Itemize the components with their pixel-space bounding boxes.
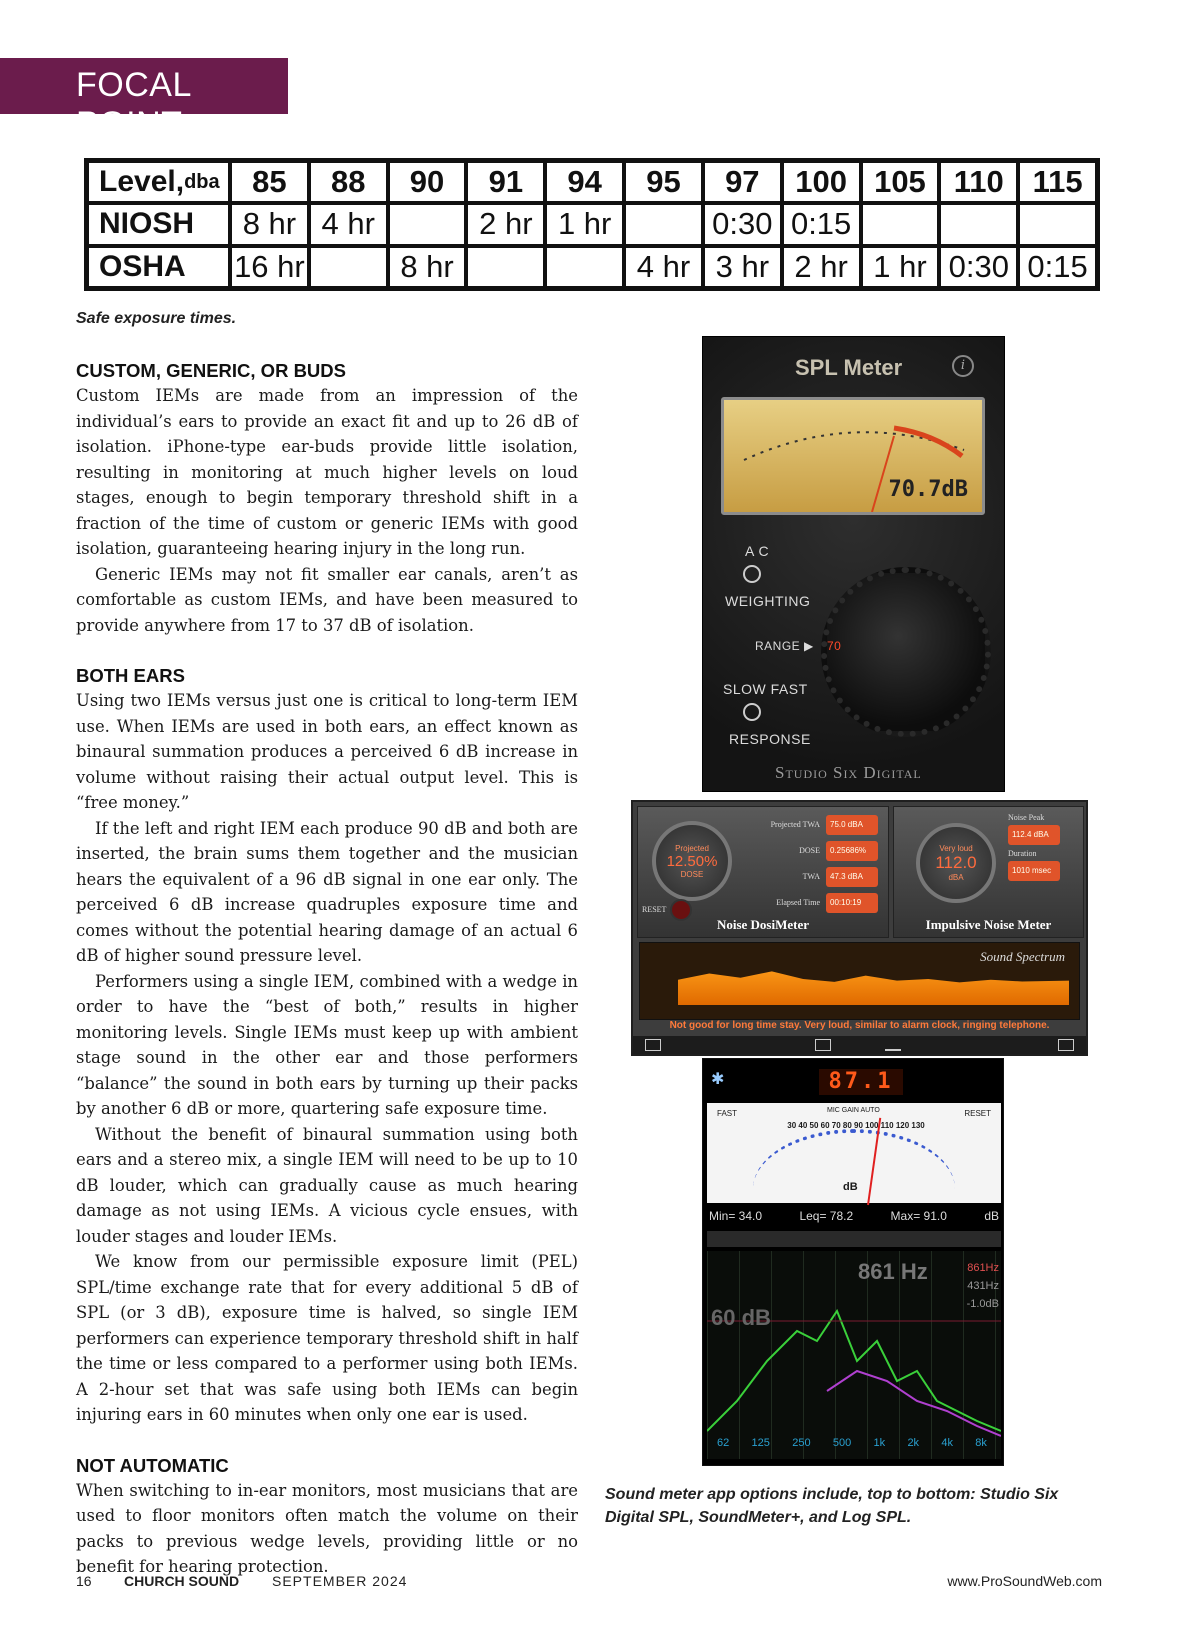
weighting-options: A C: [745, 543, 770, 559]
frequency-tick: 125: [751, 1437, 770, 1449]
meter-scale: 30 40 50 60 70 80 90 100 110 120 130: [787, 1121, 925, 1130]
level-cell: 90: [390, 163, 465, 201]
section-title: FOCAL POINT: [76, 66, 191, 143]
impulse-field-label: Duration: [1008, 849, 1037, 858]
leq-value: Leq= 78.2: [799, 1209, 854, 1223]
article-column: [76, 358, 578, 1580]
dose-label-top: Projected: [675, 843, 709, 853]
heading-custom-generic-buds: CUSTOM, GENERIC, OR BUDS: [76, 360, 346, 381]
field-label: DOSE: [799, 846, 820, 855]
issue-date: SEPTEMBER 2024: [272, 1573, 408, 1589]
level-cell: 91: [468, 163, 543, 201]
osha-cell: 16 hr: [232, 248, 307, 286]
osha-cell: 8 hr: [390, 248, 465, 286]
mic-gain-label: MIC GAIN AUTO: [827, 1107, 880, 1114]
min-value: Min= 34.0: [709, 1209, 763, 1223]
website-link[interactable]: www.ProSoundWeb.com: [947, 1573, 1102, 1589]
osha-cell: 1 hr: [863, 248, 938, 286]
paragraph: Generic IEMs may not fit smaller ear canals, aren’t as comfortable as custom IEMs, and have been measured to provide anywhere from 17 to 37 dB of isolation.: [76, 564, 578, 635]
sound-spectrum: [639, 942, 1080, 1020]
analog-meter: [707, 1103, 1001, 1203]
osha-cell: 2 hr: [784, 248, 859, 286]
osha-cell: [468, 248, 543, 286]
weighting-toggle[interactable]: [743, 565, 761, 583]
spectrum-bars: [678, 963, 1069, 1005]
impulse-label-top: Very loud: [939, 844, 973, 853]
spectrum-trace-icon: [707, 1251, 1001, 1459]
field-value: 75.0 dBA: [826, 815, 878, 835]
log-spl-screenshot: [702, 1058, 1004, 1466]
db-label: dB: [843, 1181, 858, 1193]
speed-options: SLOW FAST: [723, 681, 808, 697]
impulse-value: 112.0: [935, 853, 977, 872]
impulse-field-value: 112.4 dBA: [1008, 825, 1060, 845]
exposure-table: [84, 158, 1100, 291]
weighting-label: WEIGHTING: [725, 593, 811, 609]
spl-meter-screenshot: [702, 336, 1005, 792]
max-value: Max= 91.0: [890, 1209, 947, 1223]
gain-value: -1.0dB: [966, 1298, 999, 1310]
paragraph: When switching to in-ear monitors, most musicians that are used to floor monitors often match the volume on their packs to previous wedge levels, providing little or no benefit for hearing protection.: [76, 1480, 578, 1576]
paragraph: Without the benefit of binaural summation using both ears and a stereo mix, a single IEM will need to be up to 10 dB louder, which can gradually cause as much hearing damage as not using IEMs. A vicious cycle ensues, with louder stages and louder IEMs.: [76, 1124, 578, 1246]
page-number: 16: [76, 1573, 92, 1589]
settings-icon[interactable]: [1058, 1039, 1074, 1051]
frequency-tick: 4k: [941, 1437, 953, 1449]
heading-both-ears: BOTH EARS: [76, 665, 185, 686]
paragraph: Using two IEMs versus just one is critical to long-term IEM use. When IEMs are used in both ears, an effect known as binaural summation produces a perceived 6 dB increase in volume without raising their actual output level. This is “free money.”: [76, 691, 578, 812]
niosh-cell: [626, 205, 701, 243]
vu-meter: [721, 397, 985, 515]
magazine-name: CHURCH SOUND: [124, 1573, 240, 1589]
frequency-tick: 250: [792, 1437, 811, 1449]
frequency-tick: 62: [717, 1437, 730, 1449]
chart-icon[interactable]: [885, 1039, 901, 1051]
level-cell: 115: [1020, 163, 1095, 201]
unit-label: dB: [984, 1209, 999, 1223]
osha-cell: [547, 248, 622, 286]
peak-frequency: 861Hz: [967, 1262, 999, 1274]
niosh-cell: [1020, 205, 1095, 243]
spectrum-graph: [707, 1251, 1001, 1459]
impulse-dial: [916, 823, 996, 903]
niosh-cell: [863, 205, 938, 243]
dose-label-bottom: DOSE: [680, 869, 704, 879]
range-knob[interactable]: [821, 567, 991, 737]
frequency-tick: 500: [832, 1437, 852, 1449]
niosh-cell: 0:15: [784, 205, 859, 243]
row-label-niosh: NIOSH: [89, 205, 228, 243]
niosh-cell: 4 hr: [311, 205, 386, 243]
niosh-cell: 2 hr: [468, 205, 543, 243]
niosh-cell: 1 hr: [547, 205, 622, 243]
dosimeter-title: Noise DosiMeter: [716, 917, 810, 932]
osha-cell: 0:15: [1020, 248, 1095, 286]
fast-label[interactable]: FAST: [717, 1109, 738, 1118]
app-toolbar: [633, 1036, 1086, 1054]
level-cell: 100: [784, 163, 859, 201]
impulse-unit: dBA: [948, 873, 964, 882]
level-label: Level,: [99, 165, 185, 199]
spl-readout: 70.7dB: [888, 477, 968, 502]
row-label-osha: OSHA: [89, 248, 228, 286]
brand-label: Studio Six Digital: [775, 763, 922, 782]
frequency-ticks: [717, 1437, 987, 1449]
level-display: 87.1: [819, 1069, 903, 1095]
osha-cell: 3 hr: [705, 248, 780, 286]
reset-label: RESET: [642, 905, 667, 914]
field-label: Elapsed Time: [776, 898, 820, 907]
level-cell: 97: [705, 163, 780, 201]
paragraph: Performers using a single IEM, combined with a wedge in order to have the “best of both,” results in higher monitoring levels. Single IEMs must keep up with ambient stage sound in the other ear and those performers “balance” the sound in both ears by turning up their packs by another 6 dB or more, quartering safe exposure time.: [76, 971, 578, 1118]
row-label-level: [89, 163, 228, 201]
image-caption: Sound meter app options include, top to bottom: Studio Six Digital SPL, SoundMeter+, and Log SPL.: [605, 1486, 1059, 1526]
mode-tabs[interactable]: [707, 1231, 1001, 1247]
info-icon: i: [952, 355, 974, 377]
level-cell: 105: [863, 163, 938, 201]
niosh-cell: [390, 205, 465, 243]
field-value: 47.3 dBA: [826, 867, 878, 887]
impulse-field-value: 1010 msec: [1008, 861, 1060, 881]
range-label: RANGE ▶: [755, 639, 814, 653]
impulse-title: Impulsive Noise Meter: [925, 917, 1052, 932]
response-label: RESPONSE: [729, 731, 811, 747]
field-label: TWA: [802, 872, 820, 881]
level-cell: 88: [311, 163, 386, 201]
frequency-readout: 861 Hz: [858, 1259, 928, 1284]
osha-cell: 4 hr: [626, 248, 701, 286]
second-frequency: 431Hz: [967, 1280, 999, 1292]
field-value: 0.25686%: [826, 841, 878, 861]
spl-title: SPL Meter: [795, 355, 903, 380]
osha-cell: 0:30: [941, 248, 1016, 286]
range-value: 70: [827, 639, 842, 653]
field-label: Projected TWA: [770, 820, 820, 829]
noise-dosimeter-panel: [637, 806, 889, 938]
paragraph: We know from our permissible exposure limit (PEL) SPL/time exchange rate that for every additional 5 dB of SPL (or 3 dB), exposure time is halved, so single IEM performers can experience temporary threshold shift in half the time or less compared to a performer using both IEMs. A 2-hour set that was safe using both IEMs can begin injuring ears in 60 minutes when only one ear is used.: [76, 1252, 578, 1424]
frequency-tick: 8k: [975, 1437, 987, 1449]
niosh-cell: [941, 205, 1016, 243]
level-cell: 110: [941, 163, 1016, 201]
spectrum-brand: Sound Spectrum: [980, 949, 1065, 964]
reset-label[interactable]: RESET: [964, 1109, 991, 1118]
impulse-field-label: Noise Peak: [1008, 813, 1045, 822]
table-caption: Safe exposure times.: [76, 310, 237, 327]
frequency-tick: 2k: [907, 1437, 920, 1449]
soundmeter-plus-screenshot: [631, 800, 1088, 1056]
level-cell: 94: [547, 163, 622, 201]
impulsive-meter-panel: [893, 806, 1084, 938]
level-unit: dba: [184, 170, 220, 193]
dose-dial: [652, 821, 732, 901]
noise-warning: Not good for long time stay. Very loud, similar to alarm clock, ringing telephone.: [669, 1020, 1050, 1031]
section-banner: [0, 58, 288, 143]
niosh-cell: 8 hr: [232, 205, 307, 243]
peak-info: [967, 1259, 999, 1313]
help-icon[interactable]: [645, 1039, 661, 1051]
camera-icon[interactable]: [815, 1039, 831, 1051]
heading-not-automatic: NOT AUTOMATIC: [76, 1454, 229, 1476]
level-cell: 85: [232, 163, 307, 201]
paragraph: Custom IEMs are made from an impression of the individual’s ears to provide an exact fit and up to 26 dB of isolation. iPhone-type ear-buds provide little isolation, resulting in monitoring at much higher levels on loud stages, enough to begin temporary threshold shift in a fraction of the time of custom or generic IEMs with good isolation, guaranteeing hearing injury in the long run.: [76, 386, 578, 558]
level-readout: 60 dB: [711, 1305, 771, 1330]
field-value: 00:10:19: [826, 893, 878, 913]
response-toggle[interactable]: [743, 703, 761, 721]
paragraph: If the left and right IEM each produce 90 dB and both are inserted, the brain sums them together and the musician hears the equivalent of a 96 dB signal in one ear only. The perceived 6 dB increase quadruples exposure time and comes without the potential hearing damage of an actual 6 dB of higher sound pressure level.: [76, 818, 578, 965]
niosh-cell: 0:30: [705, 205, 780, 243]
level-cell: 95: [626, 163, 701, 201]
stats-row: [709, 1209, 999, 1223]
osha-cell: [311, 248, 386, 286]
settings-gear-icon[interactable]: ✱: [711, 1069, 725, 1088]
frequency-tick: 1k: [873, 1437, 886, 1449]
dose-value: 12.50%: [666, 852, 718, 870]
